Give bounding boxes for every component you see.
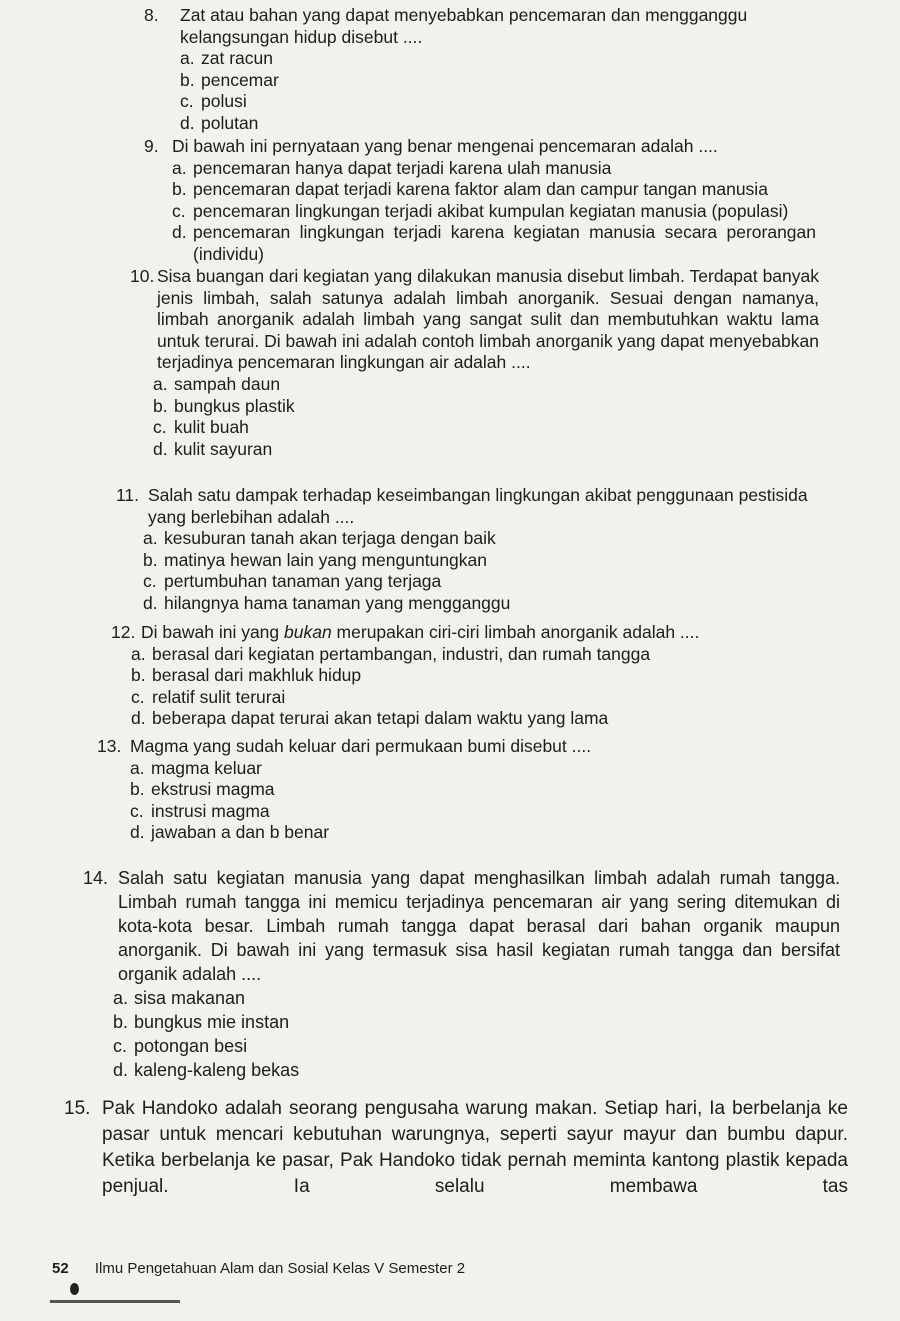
- option-c: c. kulit buah: [153, 417, 249, 438]
- footer-rule: [50, 1300, 180, 1303]
- question-text: Di bawah ini yang bukan merupakan ciri-ciri limbah anorganik adalah ....: [141, 622, 700, 642]
- question-text: Salah satu kegiatan manusia yang dapat menghasilkan limbah adalah rumah tangga. Limbah rumah tangga ini memicu terjadinya pencemaran air yang sering ditemukan di kota-kota besar. Limbah rumah tangga dapat berasal dari bahan organik maupun anorganik. Di bawah ini yang termasuk sisa hasil kegiatan rumah tangga dan bersifat organik adalah ....: [118, 868, 840, 984]
- option-a: a. kesuburan tanah akan terjaga dengan baik: [143, 528, 496, 549]
- option-b: b. pencemaran dapat terjadi karena faktor alam dan campur tangan manusia: [172, 179, 768, 200]
- option-d: d. hilangnya hama tanaman yang mengganggu: [143, 592, 511, 613]
- option-d: d. kulit sayuran: [153, 438, 273, 459]
- option-c: c. instrusi magma: [130, 800, 270, 821]
- page-footer: [52, 1260, 465, 1277]
- question-number: 11.: [116, 485, 140, 505]
- question-12: [111, 622, 831, 730]
- option-b: b. pencemar: [180, 69, 279, 90]
- option-c: c. polusi: [180, 91, 247, 112]
- option-d: d. kaleng-kaleng bekas: [113, 1060, 300, 1080]
- emphasis: bukan: [284, 622, 332, 642]
- question-number: 12.: [111, 622, 136, 642]
- question-text: Pak Handoko adalah seorang pengusaha warung makan. Setiap hari, Ia berbelanja ke pasar untuk mencari kebutuhan warungnya, seperti sayur mayur dan bumbu dapur. Ketika berbelanja ke pasar, Pak Handoko tidak pernah meminta kantong plastik kepada penjual. Ia selalu membawa tas: [102, 1098, 848, 1197]
- option-b: b. bungkus plastik: [153, 395, 295, 416]
- question-10: [130, 266, 819, 460]
- option-d: d. jawaban a dan b benar: [130, 822, 330, 843]
- question-8: [144, 5, 816, 135]
- option-c: c. relatif sulit terurai: [131, 686, 286, 707]
- question-number: 14.: [83, 868, 109, 888]
- option-d: d. pencemaran lingkungan terjadi karena kegiatan manusia secara perorangan (individu): [172, 222, 816, 264]
- question-number: 9.: [144, 136, 159, 156]
- question-11: [116, 485, 824, 615]
- question-number: 10.: [130, 266, 155, 286]
- option-c: c. pencemaran lingkungan terjadi akibat kumpulan kegiatan manusia (populasi): [172, 200, 789, 221]
- question-text: Zat atau bahan yang dapat menyebabkan pencemaran dan mengganggu kelangsungan hidup disebut ....: [180, 5, 748, 47]
- question-number: 8.: [144, 5, 159, 25]
- question-text: Di bawah ini pernyataan yang benar mengenai pencemaran adalah ....: [172, 136, 718, 156]
- book-title: Ilmu Pengetahuan Alam dan Sosial Kelas V Semester 2: [94, 1260, 466, 1277]
- option-b: b. bungkus mie instan: [113, 1012, 290, 1032]
- question-number: 13.: [97, 736, 122, 756]
- option-a: a. magma keluar: [130, 757, 262, 778]
- option-a: a. berasal dari kegiatan pertambangan, industri, dan rumah tangga: [131, 643, 651, 664]
- option-d: d. beberapa dapat terurai akan tetapi dalam waktu yang lama: [131, 708, 609, 729]
- question-text: Salah satu dampak terhadap keseimbangan lingkungan akibat penggunaan pestisida yang berlebihan adalah ....: [148, 485, 808, 527]
- question-15: [64, 1096, 848, 1200]
- footer-dot: [70, 1283, 79, 1295]
- option-b: b. matinya hewan lain yang menguntungkan: [143, 549, 487, 570]
- page-number: 52: [52, 1260, 69, 1277]
- option-c: c. potongan besi: [113, 1036, 248, 1056]
- option-a: a. zat racun: [180, 48, 273, 69]
- option-a: a. pencemaran hanya dapat terjadi karena ulah manusia: [172, 157, 612, 178]
- question-9: [144, 136, 816, 266]
- question-text: Sisa buangan dari kegiatan yang dilakukan manusia disebut limbah. Terdapat banyak jenis limbah, salah satunya adalah limbah anorganik. Sesuai dengan namanya, limbah anorganik adalah limbah yang sangat sulit dan membutuhkan waktu lama untuk terurai. Di bawah ini adalah contoh limbah anorganik yang dapat menyebabkan terjadinya pencemaran lingkungan air adalah ....: [157, 266, 819, 373]
- question-14: [83, 866, 840, 1082]
- question-text: Magma yang sudah keluar dari permukaan bumi disebut ....: [130, 736, 592, 756]
- option-d: d. polutan: [180, 112, 259, 133]
- question-13: [97, 736, 830, 844]
- option-b: b. ekstrusi magma: [130, 779, 275, 800]
- option-c: c. pertumbuhan tanaman yang terjaga: [143, 571, 442, 592]
- option-a: a. sisa makanan: [113, 988, 246, 1008]
- option-a: a. sampah daun: [153, 373, 281, 394]
- option-b: b. berasal dari makhluk hidup: [131, 665, 362, 686]
- question-number: 15.: [64, 1098, 91, 1119]
